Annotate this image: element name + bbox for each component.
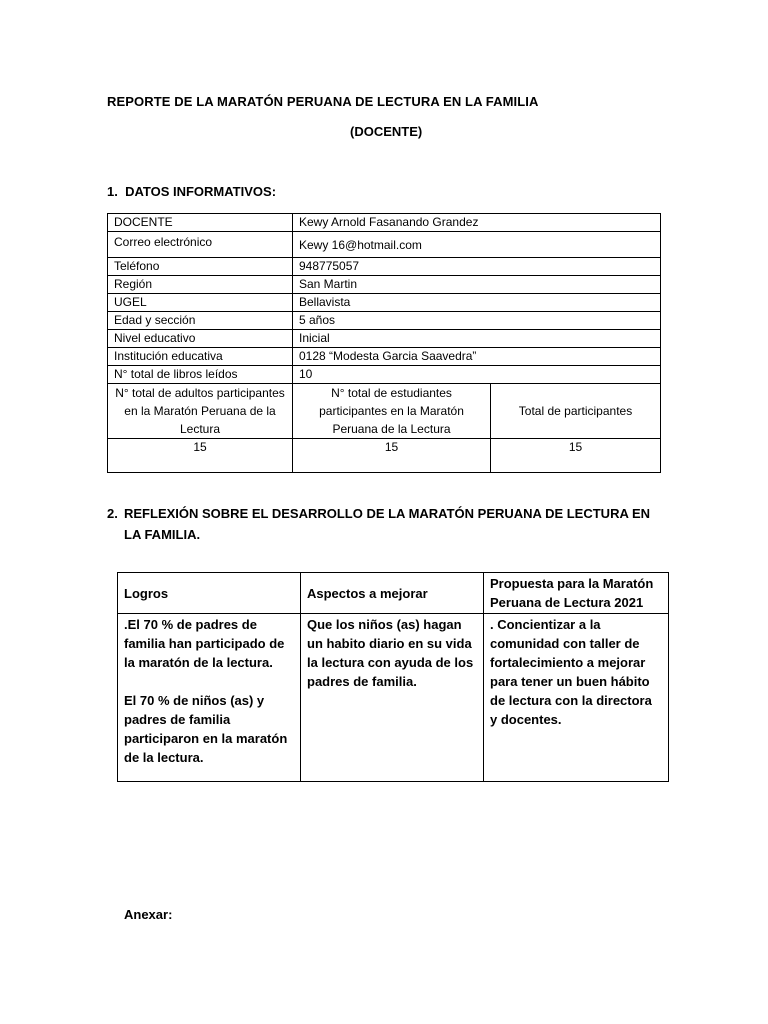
info-row	[108, 330, 661, 348]
info-row	[108, 276, 661, 294]
info-label: Región	[108, 276, 293, 294]
aspectos-cell: Que los niños (as) hagan un habito diario en su vida la lectura con ayuda de los padres de familia.	[301, 614, 484, 782]
students-total-header: N° total de estudiantes participantes en la Maratón Peruana de la Lectura	[293, 384, 491, 439]
info-value: Kewy 16@hotmail.com	[293, 232, 661, 258]
participants-total-header: Total de participantes	[491, 384, 661, 439]
section-1-number: 1.	[107, 184, 118, 199]
info-value: 10	[293, 366, 661, 384]
section-1-title: DATOS INFORMATIVOS:	[125, 184, 277, 199]
logros-paragraph: .El 70 % de padres de familia han participado de la maratón de la lectura.	[124, 617, 285, 670]
info-table	[107, 213, 661, 473]
info-label: UGEL	[108, 294, 293, 312]
logros-header: Logros	[118, 573, 301, 614]
adults-total-header: N° total de adultos participantes en la Maratón Peruana de la Lectura	[108, 384, 293, 439]
totals-value-row	[108, 439, 661, 473]
info-label: Nivel educativo	[108, 330, 293, 348]
section-2-number: 2.	[107, 506, 118, 521]
totals-header-row	[108, 384, 661, 439]
info-row	[108, 312, 661, 330]
info-value: Inicial	[293, 330, 661, 348]
info-row	[108, 348, 661, 366]
reflection-content-row	[118, 614, 669, 782]
annex-label: Anexar:	[124, 907, 173, 922]
report-title: REPORTE DE LA MARATÓN PERUANA DE LECTURA EN LA FAMILIA	[107, 94, 539, 109]
propuesta-header: Propuesta para la Maratón Peruana de Lectura 2021	[484, 573, 669, 614]
info-label: Teléfono	[108, 258, 293, 276]
reflection-header-row	[118, 573, 669, 614]
info-row	[108, 232, 661, 258]
info-row	[108, 294, 661, 312]
info-label: DOCENTE	[108, 214, 293, 232]
info-label: Edad y sección	[108, 312, 293, 330]
participants-total-value: 15	[491, 439, 661, 473]
info-value: San Martin	[293, 276, 661, 294]
students-total-value: 15	[293, 439, 491, 473]
info-value: 948775057	[293, 258, 661, 276]
section-2-title: REFLEXIÓN SOBRE EL DESARROLLO DE LA MARATÓN PERUANA DE LECTURA EN LA FAMILIA.	[124, 506, 651, 542]
info-label: Institución educativa	[108, 348, 293, 366]
info-row	[108, 258, 661, 276]
report-subtitle: (DOCENTE)	[350, 124, 423, 139]
info-row	[108, 366, 661, 384]
info-value: Kewy Arnold Fasanando Grandez	[293, 214, 661, 232]
info-value: Bellavista	[293, 294, 661, 312]
info-value: 0128 “Modesta Garcia Saavedra”	[293, 348, 661, 366]
info-label: Correo electrónico	[108, 232, 293, 258]
aspectos-header: Aspectos a mejorar	[301, 573, 484, 614]
propuesta-cell: . Concientizar a la comunidad con taller de fortalecimiento a mejorar para tener un buen hábito de lectura con la directora y docentes.	[484, 614, 669, 782]
section-2-heading	[107, 503, 667, 545]
section-1-heading	[107, 184, 276, 199]
info-label: N° total de libros leídos	[108, 366, 293, 384]
adults-total-value: 15	[108, 439, 293, 473]
logros-paragraph: El 70 % de niños (as) y padres de familia participaron en la maratón de la lectura.	[124, 693, 288, 765]
reflection-table	[117, 572, 669, 782]
logros-cell	[118, 614, 301, 782]
info-value: 5 años	[293, 312, 661, 330]
info-row	[108, 214, 661, 232]
